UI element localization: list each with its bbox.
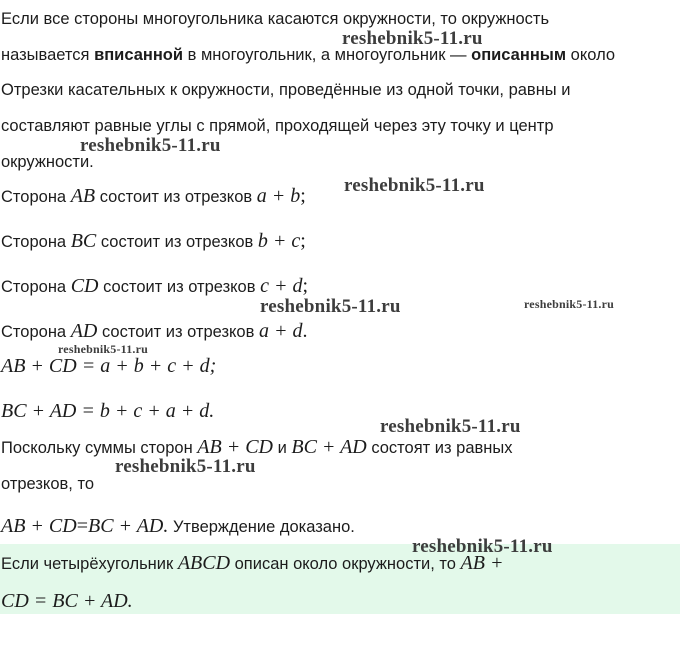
equals-sign: = xyxy=(76,515,88,537)
definition-line-1 xyxy=(1,9,549,29)
reasoning-line-1 xyxy=(1,437,513,458)
side-text: состоит из отрезков xyxy=(95,188,257,206)
theorem-text: описан около окружности, то xyxy=(230,555,461,573)
property-text: Отрезки касательных к окружности, проведённые из одной точки, равны и xyxy=(1,81,571,99)
side-label: CD xyxy=(70,275,99,297)
watermark: reshebnik5-11.ru xyxy=(412,536,553,557)
punctuation: . xyxy=(302,320,308,342)
watermark: reshebnik5-11.ru xyxy=(115,456,256,477)
watermark: reshebnik5-11.ru xyxy=(380,416,521,437)
conclusion-text: Утверждение доказано. xyxy=(168,518,355,536)
watermark: reshebnik5-11.ru xyxy=(524,297,614,311)
side-cd-line xyxy=(1,276,308,297)
watermark: reshebnik5-11.ru xyxy=(58,342,148,356)
segment-sum: c + d xyxy=(260,275,303,297)
side-label: AB xyxy=(70,185,96,207)
side-text: состоит из отрезков xyxy=(96,233,258,251)
punctuation: ; xyxy=(302,275,309,297)
equation-ab-cd: AB + CD = a + b + c + d; xyxy=(1,355,217,377)
theorem-equation: AB + xyxy=(460,552,504,574)
conclusion-line xyxy=(1,516,355,537)
side-bc-line xyxy=(1,231,306,252)
side-text: Сторона xyxy=(1,233,71,251)
side-ad-line xyxy=(1,321,307,342)
segment-sum: a + b xyxy=(256,185,301,207)
definition-text: в многоугольник, а многоугольник — xyxy=(183,46,472,64)
watermark: reshebnik5-11.ru xyxy=(342,28,483,49)
punctuation: ; xyxy=(300,185,306,207)
side-ab-line xyxy=(1,186,306,207)
side-text: состоит из отрезков xyxy=(98,278,261,296)
segment-sum: b + c xyxy=(257,230,301,252)
definition-text: называется xyxy=(1,46,95,64)
side-label: BC xyxy=(70,230,97,252)
term-circumscribed: описанным xyxy=(471,46,567,64)
side-label: AD xyxy=(70,320,98,342)
punctuation: ; xyxy=(300,230,306,252)
watermark: reshebnik5-11.ru xyxy=(344,175,485,196)
watermark: reshebnik5-11.ru xyxy=(260,296,401,317)
conclusion-equation: AB + CD xyxy=(1,515,77,537)
theorem-line-2: CD = BC + AD. xyxy=(1,590,133,612)
definition-text: Если все стороны многоугольника касаются окружности, то окружность xyxy=(1,10,550,28)
conclusion-equation: BC + AD. xyxy=(88,515,169,537)
tangent-property-line-1 xyxy=(1,80,570,100)
property-text: окружности. xyxy=(1,153,94,171)
reasoning-text: Поскольку суммы сторон xyxy=(1,439,198,457)
watermark: reshebnik5-11.ru xyxy=(80,135,221,156)
side-text: состоит из отрезков xyxy=(97,323,259,341)
property-text: составляют равные углы с прямой, проходящей через эту точку и центр xyxy=(1,117,554,135)
term-inscribed: вписанной xyxy=(94,46,184,64)
reasoning-text: состоят из равных xyxy=(366,439,513,457)
quadrilateral-label: ABCD xyxy=(177,552,231,574)
side-text: Сторона xyxy=(1,278,71,296)
definition-line-2 xyxy=(1,45,615,65)
definition-text: около xyxy=(566,46,616,64)
tangent-property-line-2 xyxy=(1,116,554,136)
sum-expression: AB + CD xyxy=(197,436,273,458)
reasoning-line-2 xyxy=(1,474,94,494)
side-text: Сторона xyxy=(1,188,71,206)
equation-bc-ad: BC + AD = b + c + a + d. xyxy=(1,400,215,422)
reasoning-text: и xyxy=(272,439,292,457)
segment-sum: a + d xyxy=(258,320,303,342)
sum-expression: BC + AD xyxy=(291,436,367,458)
side-text: Сторона xyxy=(1,323,71,341)
reasoning-text: отрезков, то xyxy=(1,475,94,493)
theorem-text: Если четырёхугольник xyxy=(1,555,178,573)
